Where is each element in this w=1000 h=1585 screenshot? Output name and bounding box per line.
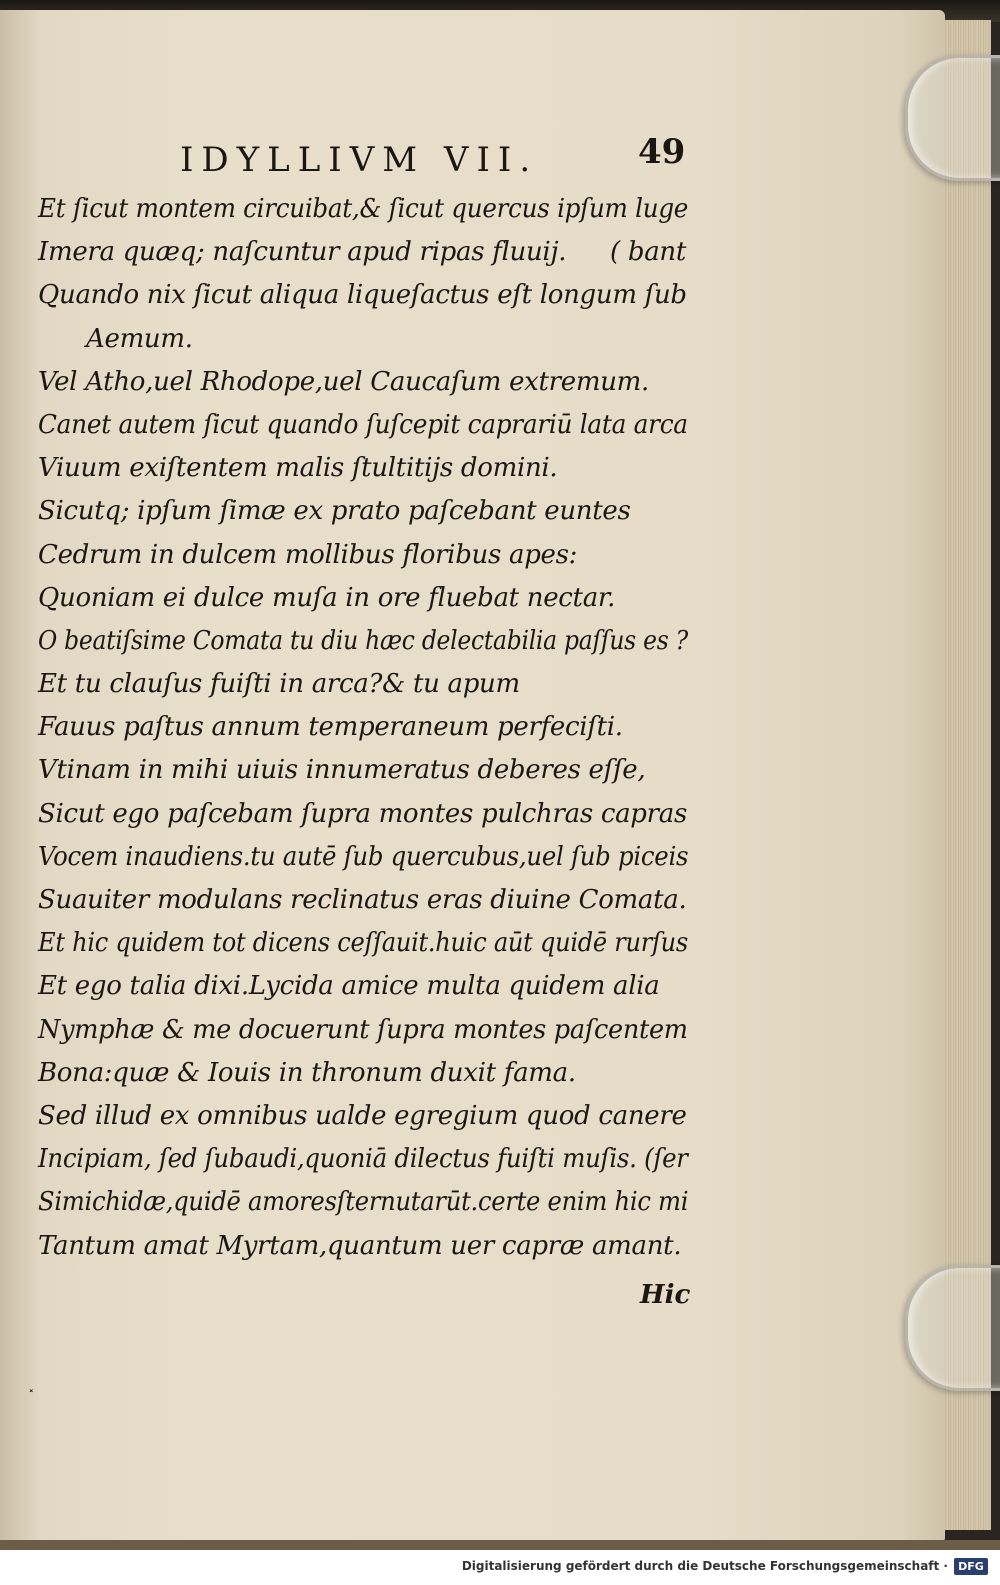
text-line-content: Et hic quidem tot dicens ceſſauit.huic aūt quidē rurſus xyxy=(38,928,689,959)
text-line xyxy=(38,318,698,361)
text-line xyxy=(38,231,698,274)
text-line-content: Sed illud ex omnibus ualde egregium quod canere xyxy=(38,1100,687,1131)
text-line xyxy=(38,188,698,231)
text-line-content: Quoniam ei dulce muſa in ore fluebat nectar. xyxy=(38,582,616,613)
text-line xyxy=(38,447,698,490)
text-line xyxy=(38,1138,698,1181)
text-line-content: Tantum amat Myrtam,quantum uer capræ amant. xyxy=(38,1230,682,1261)
text-line xyxy=(38,965,698,1008)
text-line xyxy=(38,620,698,663)
text-line-content: Vel Atho,uel Rhodope,uel Caucaſum extremum. xyxy=(38,366,649,397)
text-line-content: Aemum. xyxy=(86,323,193,354)
text-line xyxy=(38,1095,698,1138)
text-line-content: Nymphæ & me docuerunt ſupra montes paſcentem xyxy=(38,1014,688,1045)
footer-bar xyxy=(0,1550,1000,1585)
text-line-content: Fauus paſtus annum temperaneum perfeciſti. xyxy=(38,712,623,743)
margin-mark: ⸼ xyxy=(30,1372,35,1393)
text-line xyxy=(38,274,698,317)
text-line-content: Et ego talia dixi.Lycida amice multa quidem alia xyxy=(38,971,660,1002)
text-line xyxy=(38,404,698,447)
text-line xyxy=(38,706,698,749)
text-line-content: Cedrum in dulcem mollibus floribus apes: xyxy=(38,539,578,570)
text-line xyxy=(38,836,698,879)
text-line xyxy=(38,793,698,836)
text-line-content: Bona:quæ & Iouis in thronum duxit fama. xyxy=(38,1057,576,1088)
text-line-content: Vtinam in mihi uiuis innumeratus deberes eſſe, xyxy=(38,755,646,786)
footer-credit: Digitalisierung gefördert durch die Deutsche Forschungsgemeinschaft · xyxy=(461,1559,948,1573)
text-line xyxy=(38,577,698,620)
text-line xyxy=(38,879,698,922)
text-block xyxy=(38,188,698,1268)
text-line-content: Et ſicut montem circuibat,& ſicut quercus ipſum luge xyxy=(38,194,689,224)
text-line xyxy=(38,922,698,965)
text-line xyxy=(38,534,698,577)
text-line-content: Sicutq; ipſum ſimæ ex prato paſcebant euntes xyxy=(38,496,631,527)
text-line-content: Sicut ego paſcebam ſupra montes pulchras capras xyxy=(38,798,688,829)
dfg-logo: DFG xyxy=(954,1558,988,1575)
book-clip-top xyxy=(905,55,1000,181)
text-line xyxy=(38,361,698,404)
page-number: 49 xyxy=(638,132,686,172)
catchword: Hic xyxy=(640,1280,691,1310)
text-line xyxy=(38,663,698,706)
text-line-content: Et tu clauſus fuiſti in arca?& tu apum xyxy=(38,669,520,700)
text-line-content: Incipiam, ſed ſubaudi,quoniā dilectus fuiſti muſis. (ſer xyxy=(38,1144,688,1175)
text-line-content: Vocem inaudiens.tu autē ſub quercubus,uel ſub piceis xyxy=(38,841,689,872)
text-line xyxy=(38,749,698,792)
text-line-content: Canet autem ſicut quando ſuſcepit caprariū lata arca xyxy=(38,409,688,440)
text-line-content: Viuum exiſtentem malis ſtultitijs domini. xyxy=(38,453,558,484)
running-head: IDYLLIVM VII. xyxy=(180,140,539,180)
text-line xyxy=(38,1052,698,1095)
text-line-content: Quando nix ſicut aliqua liqueſactus eſt longum ſub xyxy=(38,280,687,311)
text-line-content: Suauiter modulans reclinatus eras diuine Comata. xyxy=(38,885,687,915)
text-line-content: Imera quæq; naſcuntur apud ripas fluuij. xyxy=(38,237,567,268)
text-line-content: Simichidæ,quidē amoresſternutarūt.certe enim hic mi xyxy=(38,1187,689,1218)
text-line xyxy=(38,1009,698,1052)
text-line-content: O beatiſsime Comata tu diu hæc delectabilia paſſus es ? xyxy=(38,625,688,656)
turnover-fragment: ( bant xyxy=(610,237,686,268)
book-clip-bottom xyxy=(905,1265,1000,1391)
text-line xyxy=(38,1225,698,1268)
text-line xyxy=(38,490,698,533)
book-bottom-edge xyxy=(0,1540,1000,1550)
text-line xyxy=(38,1181,698,1224)
